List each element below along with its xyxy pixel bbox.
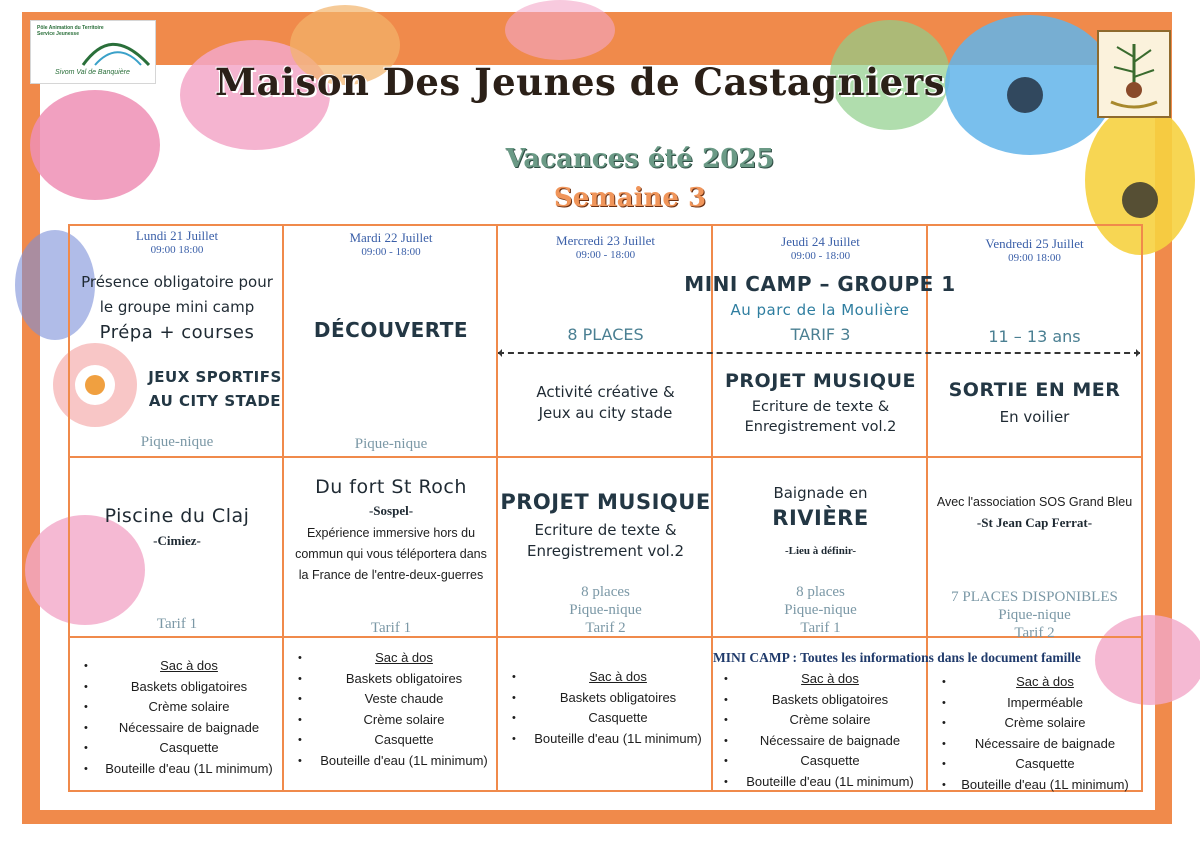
checklist-item: • Crème solaire bbox=[100, 697, 278, 718]
monday-activity-line-1: JEUX SPORTIFS bbox=[148, 368, 282, 386]
day-header-thursday bbox=[713, 234, 928, 264]
wednesday-tarif: Tarif 2 bbox=[585, 620, 626, 636]
checklist-item: • Baskets obligatoires bbox=[528, 688, 708, 709]
tuesday-desc-line-1: Expérience immersive hors du bbox=[306, 526, 476, 540]
monday-picnic: Pique-nique bbox=[140, 434, 214, 450]
tuesday-tarif: Tarif 1 bbox=[370, 620, 412, 636]
friday-activity-desc: En voilier bbox=[999, 408, 1070, 426]
checklist-item: • Nécessaire de baignade bbox=[740, 731, 920, 752]
day-header-friday bbox=[928, 236, 1141, 266]
checklist-item: • Crème solaire bbox=[958, 713, 1132, 734]
checklist-item: • Sac à dos bbox=[528, 667, 708, 688]
day-name: Lundi 21 Juillet bbox=[135, 228, 219, 243]
day-hours: 09:00 - 18:00 bbox=[790, 250, 851, 262]
thursday-picnic: Pique-nique bbox=[784, 602, 857, 618]
thursday-desc-line-1: Ecriture de texte & bbox=[751, 399, 890, 415]
day-header-wednesday bbox=[498, 233, 713, 263]
day-hours: 09:00 - 18:00 bbox=[575, 249, 636, 261]
checklist-item: • Crème solaire bbox=[314, 710, 494, 731]
friday-tarif: Tarif 2 bbox=[1014, 625, 1055, 641]
thursday-activity-title: PROJET MUSIQUE bbox=[725, 370, 916, 392]
day-hours: 09:00 18:00 bbox=[1008, 252, 1061, 264]
minicamp-title: MINI CAMP – GROUPE 1 bbox=[684, 272, 956, 296]
castagniers-crest bbox=[1097, 30, 1171, 118]
checklist-item: • Bouteille d'eau (1L minimum) bbox=[314, 751, 494, 772]
tuesday-desc-line-3: la France de l'entre-deux-guerres bbox=[298, 568, 484, 582]
monday-pool-place: -Cimiez- bbox=[153, 533, 201, 548]
checklist-item: • Bouteille d'eau (1L minimum) bbox=[958, 775, 1132, 796]
day-name: Mercredi 23 Juillet bbox=[556, 233, 655, 248]
wednesday-picnic: Pique-nique bbox=[569, 602, 642, 618]
monday-notice-line-1: Présence obligatoire pour bbox=[81, 273, 273, 291]
minicamp-info-note: MINI CAMP : Toutes les informations dans le document famille bbox=[713, 650, 1081, 665]
checklist-item: • Sac à dos bbox=[958, 672, 1132, 693]
checklist-item: • Bouteille d'eau (1L minimum) bbox=[528, 729, 708, 750]
logo-name: Sivom Val de Banquière bbox=[55, 69, 130, 76]
day-name: Vendredi 25 Juillet bbox=[985, 236, 1084, 251]
thursday-activity-desc bbox=[713, 397, 928, 437]
tuesday-picnic: Pique-nique bbox=[354, 436, 428, 452]
checklist-item: • Casquette bbox=[528, 708, 708, 729]
sivom-logo bbox=[30, 20, 156, 84]
day-hours: 09:00 18:00 bbox=[150, 244, 204, 256]
checklist-item: • Nécessaire de baignade bbox=[100, 718, 278, 739]
thursday-places: 8 places bbox=[796, 584, 845, 600]
monday-prep-label: Prépa + courses bbox=[99, 322, 255, 343]
minicamp-span-arrow bbox=[498, 352, 1140, 354]
friday-places: 7 PLACES DISPONIBLES bbox=[951, 589, 1118, 605]
friday-activity-title: SORTIE EN MER bbox=[948, 379, 1121, 401]
checklist-item: • Casquette bbox=[100, 738, 278, 759]
checklist-item: • Casquette bbox=[740, 751, 920, 772]
checklist-item: • Sac à dos bbox=[740, 669, 920, 690]
checklist-item: • Crème solaire bbox=[740, 710, 920, 731]
friday-place: -St Jean Cap Ferrat- bbox=[976, 515, 1093, 530]
day-name: Jeudi 24 Juillet bbox=[781, 234, 860, 249]
day-name: Mardi 22 Juillet bbox=[349, 230, 433, 245]
checklist-item: • Baskets obligatoires bbox=[740, 690, 920, 711]
logo-line-1: Pôle Animation du Territoire bbox=[37, 25, 104, 31]
tuesday-checklist bbox=[314, 648, 494, 771]
tuesday-desc-line-2: commun qui vous téléportera dans bbox=[295, 547, 487, 561]
day-hours: 09:00 - 18:00 bbox=[361, 246, 421, 258]
grid-line bbox=[68, 224, 1143, 226]
tuesday-fort-title: Du fort St Roch bbox=[315, 476, 467, 498]
logo-line-2: Service Jeunesse bbox=[37, 31, 79, 37]
monday-checklist bbox=[100, 656, 278, 779]
wednesday-info bbox=[498, 583, 713, 637]
friday-association: Avec l'association SOS Grand Bleu bbox=[936, 495, 1133, 509]
checklist-item: • Casquette bbox=[314, 730, 494, 751]
wednesday-music-line-2: Enregistrement vol.2 bbox=[526, 542, 685, 560]
checklist-item: • Bouteille d'eau (1L minimum) bbox=[740, 772, 920, 793]
monday-activity-line-2: AU CITY STADE bbox=[148, 392, 282, 410]
wednesday-activity bbox=[498, 382, 713, 424]
minicamp-places: 8 PLACES bbox=[567, 325, 644, 344]
week-label: Semaine 3 bbox=[553, 183, 707, 213]
friday-checklist bbox=[958, 672, 1132, 795]
checklist-item: • Sac à dos bbox=[100, 656, 278, 677]
checklist-item: • Nécessaire de baignade bbox=[958, 734, 1132, 755]
wednesday-activity-line-2: Jeux au city stade bbox=[538, 404, 673, 422]
checklist-item: • Baskets obligatoires bbox=[314, 669, 494, 690]
grid-line bbox=[68, 456, 1143, 458]
checklist-item: • Sac à dos bbox=[314, 648, 494, 669]
day-header-tuesday bbox=[284, 230, 498, 260]
day-header-monday bbox=[70, 228, 284, 258]
monday-pool-title: Piscine du Claj bbox=[104, 505, 250, 527]
checklist-item: • Casquette bbox=[958, 754, 1132, 775]
tuesday-fort-desc bbox=[284, 523, 498, 586]
thursday-river-title: RIVIÈRE bbox=[772, 506, 869, 530]
wednesday-checklist bbox=[528, 667, 708, 749]
checklist-item: • Baskets obligatoires bbox=[100, 677, 278, 698]
minicamp-place: Au parc de la Moulière bbox=[730, 301, 910, 319]
wednesday-music-title: PROJET MUSIQUE bbox=[500, 490, 711, 514]
grid-line bbox=[1141, 224, 1143, 792]
thursday-tarif: Tarif 1 bbox=[800, 620, 841, 636]
thursday-checklist bbox=[740, 669, 920, 792]
page-title: Maison Des Jeunes de Castagniers bbox=[215, 60, 946, 104]
checklist-item: • Imperméable bbox=[958, 693, 1132, 714]
vacation-subtitle: Vacances été 2025 bbox=[505, 144, 775, 174]
checklist-item: • Bouteille d'eau (1L minimum) bbox=[100, 759, 278, 780]
wednesday-places: 8 places bbox=[581, 584, 630, 600]
thursday-desc-line-2: Enregistrement vol.2 bbox=[744, 419, 897, 435]
minicamp-tarif: TARIF 3 bbox=[790, 325, 851, 344]
thursday-info bbox=[713, 583, 928, 637]
tuesday-activity: DÉCOUVERTE bbox=[313, 318, 469, 342]
monday-notice-line-2: le groupe mini camp bbox=[99, 298, 255, 316]
wednesday-music-line-1: Ecriture de texte & bbox=[534, 521, 677, 539]
thursday-river-line: Baignade en bbox=[773, 484, 868, 502]
wednesday-activity-line-1: Activité créative & bbox=[536, 383, 675, 401]
minicamp-ages: 11 – 13 ans bbox=[988, 327, 1081, 346]
monday-notice bbox=[70, 270, 284, 345]
logo-mountain-icon bbox=[81, 35, 151, 69]
wednesday-music-desc bbox=[498, 520, 713, 562]
checklist-item: • Veste chaude bbox=[314, 689, 494, 710]
friday-picnic: Pique-nique bbox=[998, 607, 1071, 623]
monday-tarif: Tarif 1 bbox=[156, 616, 198, 632]
tuesday-fort-place: -Sospel- bbox=[368, 503, 414, 518]
crest-icon bbox=[1099, 32, 1169, 116]
friday-info bbox=[928, 588, 1141, 642]
thursday-river-place: -Lieu à définir- bbox=[784, 545, 857, 557]
monday-activity bbox=[140, 365, 290, 413]
